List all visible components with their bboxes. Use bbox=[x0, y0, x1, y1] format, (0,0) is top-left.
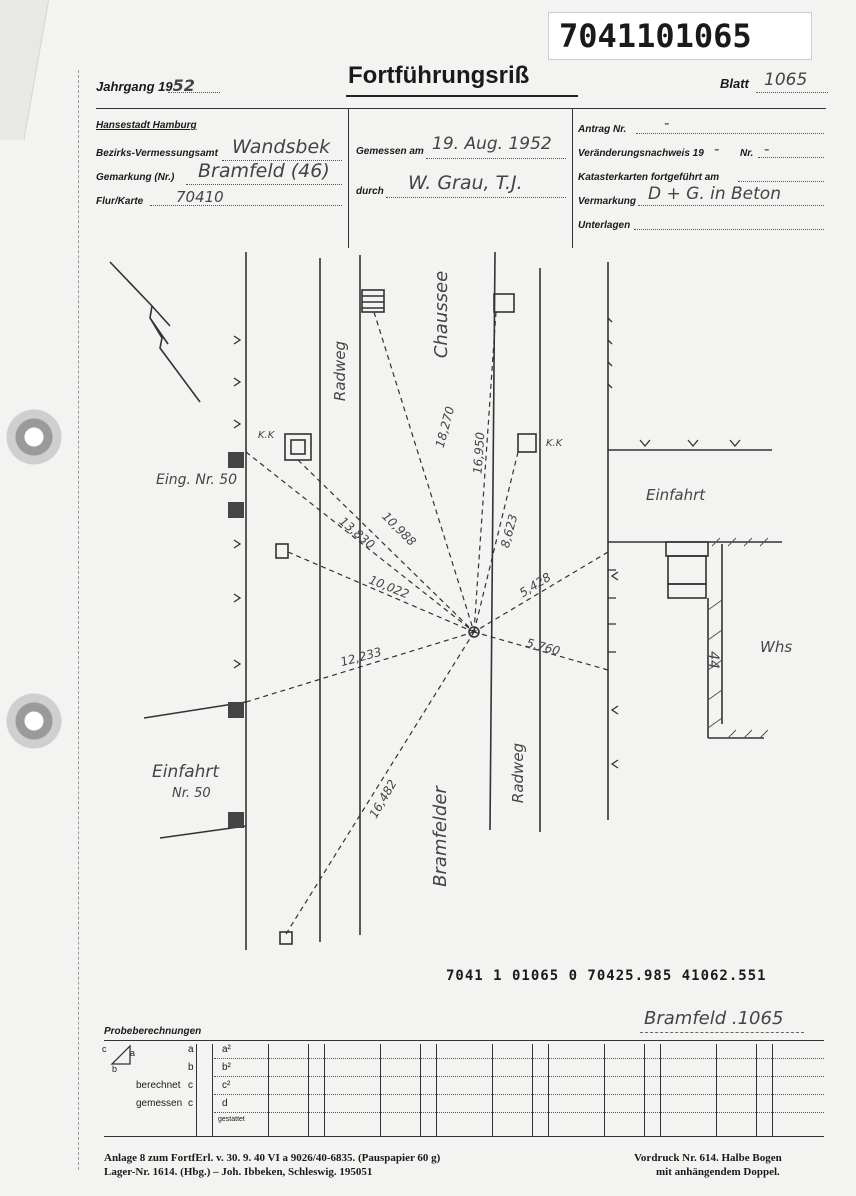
jahrgang-value: 52 bbox=[172, 76, 195, 95]
footer-line2-right: mit anhängendem Doppel. bbox=[656, 1166, 780, 1178]
durch-value: W. Grau, T.J. bbox=[408, 172, 523, 194]
bramfeld-label: Bramfeld .1065 bbox=[644, 1008, 784, 1029]
flur-label: Flur/Karte bbox=[96, 196, 144, 207]
probe-row-sq: c² bbox=[222, 1080, 231, 1091]
probe-line bbox=[214, 1112, 824, 1113]
document-id: 7041101065 bbox=[559, 17, 752, 55]
einfahrt-left-nr: Nr. 50 bbox=[172, 786, 211, 801]
probe-row-sq: d bbox=[222, 1098, 228, 1109]
gemessen-value: 19. Aug. 1952 bbox=[432, 134, 552, 154]
kk-left-label: K.K bbox=[258, 430, 275, 441]
nr-label: Nr. bbox=[740, 148, 754, 159]
vermarkung-label: Vermarkung bbox=[578, 196, 636, 207]
nr-value: - bbox=[764, 140, 770, 158]
measurement-label: 10,022 bbox=[366, 572, 412, 602]
probe-line bbox=[214, 1094, 824, 1095]
probe-col bbox=[716, 1044, 717, 1136]
vermarkung-value: D + G. in Beton bbox=[648, 184, 781, 204]
probe-title: Probeberechnungen bbox=[104, 1026, 202, 1037]
probe-col bbox=[380, 1044, 381, 1136]
chaussee-label: Chaussee bbox=[431, 270, 453, 359]
eing-label: Eing. Nr. 50 bbox=[156, 472, 238, 488]
city-label: Hansestadt Hamburg bbox=[96, 120, 197, 131]
probe-col bbox=[268, 1044, 269, 1136]
triangle-c-label: c bbox=[102, 1044, 107, 1054]
probe-col bbox=[420, 1044, 421, 1136]
triangle-b-label: b bbox=[112, 1064, 118, 1074]
unterlagen-label: Unterlagen bbox=[578, 220, 631, 231]
probe-row-sym: a bbox=[188, 1044, 194, 1055]
kataster-label: Katasterkarten fortgeführt am bbox=[578, 172, 720, 183]
measurement-label: 5,428 bbox=[516, 569, 554, 601]
north-arrow-icon bbox=[110, 262, 200, 402]
probe-col bbox=[660, 1044, 661, 1136]
veraenderung-label: Veränderungsnachweis 19 bbox=[578, 148, 704, 159]
blatt-label: Blatt bbox=[720, 76, 749, 91]
probe-col bbox=[308, 1044, 309, 1136]
probe-col bbox=[532, 1044, 533, 1136]
probe-row-left: gemessen bbox=[136, 1098, 183, 1109]
measurement-label: 12,233 bbox=[338, 644, 384, 670]
jahrgang-label: Jahrgang 1952 bbox=[96, 76, 195, 95]
triangle-a-label: a bbox=[130, 1048, 136, 1058]
probe-row-left: berechnet bbox=[136, 1080, 181, 1091]
footer-line1-right: Vordruck Nr. 614. Halbe Bogen bbox=[634, 1152, 782, 1164]
kk-right-label: K.K bbox=[546, 438, 563, 449]
probe-col bbox=[436, 1044, 437, 1136]
probe-col bbox=[196, 1044, 197, 1136]
probe-line bbox=[214, 1076, 824, 1077]
measurement-label: 16,950 bbox=[470, 431, 488, 475]
probe-col bbox=[492, 1044, 493, 1136]
bramfeld-underline bbox=[640, 1032, 804, 1033]
gemarkung-label: Gemarkung (Nr.) bbox=[96, 172, 175, 183]
radweg-right-label: Radweg bbox=[509, 742, 528, 804]
antrag-value: - bbox=[664, 114, 670, 132]
gemessen-label: Gemessen am bbox=[356, 146, 424, 157]
blatt-value: 1065 bbox=[764, 70, 808, 90]
probe-line bbox=[214, 1058, 824, 1059]
whs-label: Whs bbox=[760, 638, 793, 656]
gemarkung-value: Bramfeld (46) bbox=[198, 160, 330, 182]
probe-row-sym: c bbox=[188, 1098, 193, 1109]
coordinates-line: 7041 1 01065 0 70425.985 41062.551 bbox=[446, 968, 767, 984]
probe-bottom-rule bbox=[104, 1136, 824, 1137]
probe-col bbox=[548, 1044, 549, 1136]
probe-col bbox=[604, 1044, 605, 1136]
measurement-label: 18,270 bbox=[432, 404, 458, 450]
durch-label: durch bbox=[356, 186, 384, 197]
house-number: 44 bbox=[704, 651, 721, 669]
probe-col bbox=[644, 1044, 645, 1136]
probe-row-sym: b bbox=[188, 1062, 194, 1073]
measurement-label: 10,988 bbox=[379, 509, 419, 549]
footer-line2-left: Lager-Nr. 1614. (Hbg.) – Joh. Ibbeken, Schleswig. 195051 bbox=[104, 1166, 373, 1178]
probe-row-sq: b² bbox=[222, 1062, 231, 1073]
probe-col bbox=[212, 1044, 213, 1136]
measurement-label: 5,760 bbox=[524, 635, 562, 659]
probe-row-sq: gestattet bbox=[218, 1116, 245, 1123]
page-title: Fortführungsriß bbox=[348, 62, 530, 89]
measurement-label: 8,623 bbox=[497, 512, 521, 550]
measurement-label: 16,482 bbox=[366, 777, 400, 821]
probe-col bbox=[772, 1044, 773, 1136]
flur-value: 70410 bbox=[176, 188, 224, 206]
antrag-label: Antrag Nr. bbox=[578, 124, 627, 135]
amt-value: Wandsbek bbox=[232, 136, 331, 158]
measurement-label: 13,830 bbox=[336, 514, 378, 552]
einfahrt-right-label: Einfahrt bbox=[646, 486, 706, 504]
amt-label: Bezirks-Vermessungsamt bbox=[96, 148, 218, 159]
probe-row-sq: a² bbox=[222, 1044, 231, 1055]
probe-row-sym: c bbox=[188, 1080, 193, 1091]
probe-col bbox=[756, 1044, 757, 1136]
veraenderung-value: - bbox=[714, 140, 720, 158]
radweg-left-label: Radweg bbox=[331, 340, 350, 402]
footer-line1-left: Anlage 8 zum FortfErl. v. 30. 9. 40 VI a 9026/40-6835. (Pauspapier 60 g) bbox=[104, 1152, 441, 1164]
probe-col bbox=[324, 1044, 325, 1136]
einfahrt-left-label: Einfahrt bbox=[152, 762, 220, 782]
bramfelder-label: Bramfelder bbox=[429, 786, 451, 887]
